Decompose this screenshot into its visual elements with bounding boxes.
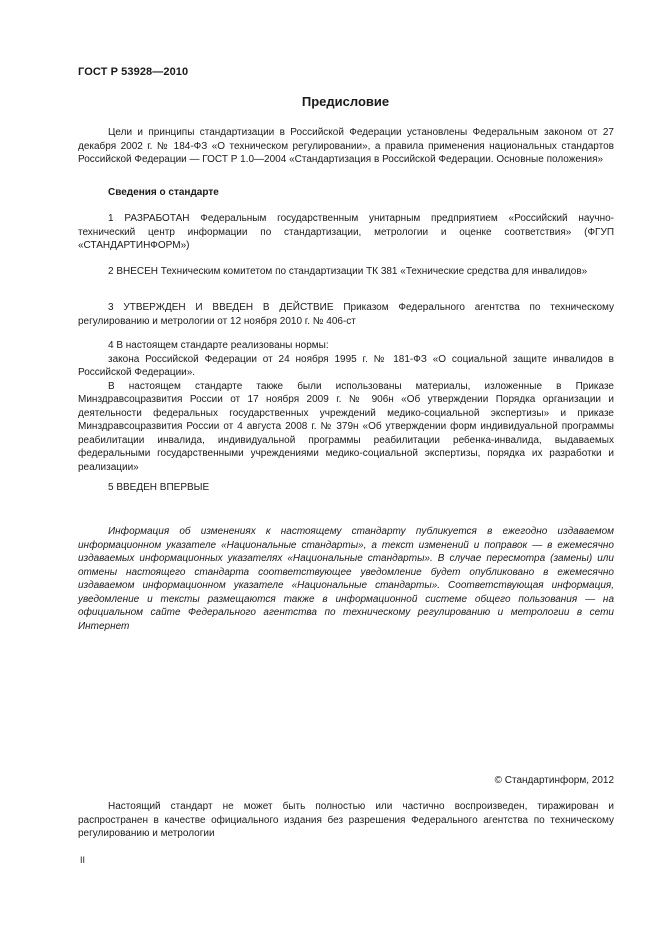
item-1	[78, 212, 614, 253]
page-title: Предисловие	[301, 94, 390, 109]
item-4-lead: 4 В настоящем стандарте реализованы нормы:	[108, 340, 329, 351]
notice-text: Информация об изменениях к настоящему стандарту публикуется в ежегодно издаваемом информационном указателе «Национальные стандарты», а текст изменений и поправок — в ежемесячно издаваемых информационных указателях «Национальные стандарты». В случае пересмотра (замены) или отмены настоящего стандарта соответствующее уведомление будет опубликовано в ежемесячно издаваемом информационном указателе «Национальные стандарты». Соответствующая информация, уведомление и тексты размещаются также в информационной системе общего пользования — на официальном сайте Федерального агентства по техническому регулированию и метрологии в сети Интернет	[78, 526, 614, 632]
reproduction-text: Настоящий стандарт не может быть полностью или частично воспроизведен, тиражирован и распространен в качестве официального издания без разрешения Федерального агентства по техническому регулированию и метрологии	[78, 801, 614, 839]
item-3	[78, 301, 614, 328]
intro-paragraph	[78, 126, 614, 167]
about-heading: Сведения о стандарте	[108, 187, 219, 198]
item-1-text: 1 РАЗРАБОТАН Федеральным государственным унитарным предприятием «Российский научно-технический центр информации по стандартизации, метрологии и оценке соответствия» (ФГУП «СТАНДАРТИНФОРМ»)	[78, 213, 614, 251]
item-3-text: 3 УТВЕРЖДЕН И ВВЕДЕН В ДЕЙСТВИЕ Приказом Федерального агентства по техническому регулированию и метрологии от 12 ноября 2010 г. № 406-ст	[78, 302, 614, 327]
item-5	[78, 481, 614, 495]
item-5-text: 5 ВВЕДЕН ВПЕРВЫЕ	[108, 482, 210, 493]
notice-block	[78, 525, 614, 633]
item-2-text: 2 ВНЕСЕН Техническим комитетом по стандартизации ТК 381 «Технические средства для инвалидов»	[108, 266, 588, 277]
standard-id-header: ГОСТ Р 53928—2010	[78, 66, 189, 78]
item-4	[78, 339, 614, 474]
about-heading-block	[78, 186, 614, 200]
page-number: II	[80, 855, 86, 865]
intro-text: Цели и принципы стандартизации в Российской Федерации установлены Федеральным законом от 27 декабря 2002 г. № 184-ФЗ «О техническом регулировании», а правила применения национальных стандартов Российской Федерации — ГОСТ Р 1.0—2004 «Стандартизация в Российской Федерации. Основные положения»	[78, 127, 614, 165]
item-4-materials: В настоящем стандарте также были использованы материалы, изложенные в Приказе Минздравсоцразвития России от 17 ноября 2009 г. № 906н «Об утверждении Порядка организации и деятельности федеральных государственных учреждений медико-социальной экспертизы» и приказе Минздравсоцразвития России от 4 августа 2008 г. № 379н «Об утверждении форм индивидуальной программы реабилитации инвалида, индивидуальной программы реабилитации ребенка-инвалида, выдаваемых федеральными государственными учреждениями медико-социальной экспертизы, порядка их разработки и реализации»	[78, 380, 614, 473]
reproduction-block	[78, 800, 614, 841]
copyright-notice: © Стандартинформ, 2012	[494, 775, 614, 786]
item-2	[78, 265, 614, 279]
item-4-law: закона Российской Федерации от 24 ноября 1995 г. № 181-ФЗ «О социальной защите инвалидов в Российской Федерации».	[78, 353, 614, 378]
